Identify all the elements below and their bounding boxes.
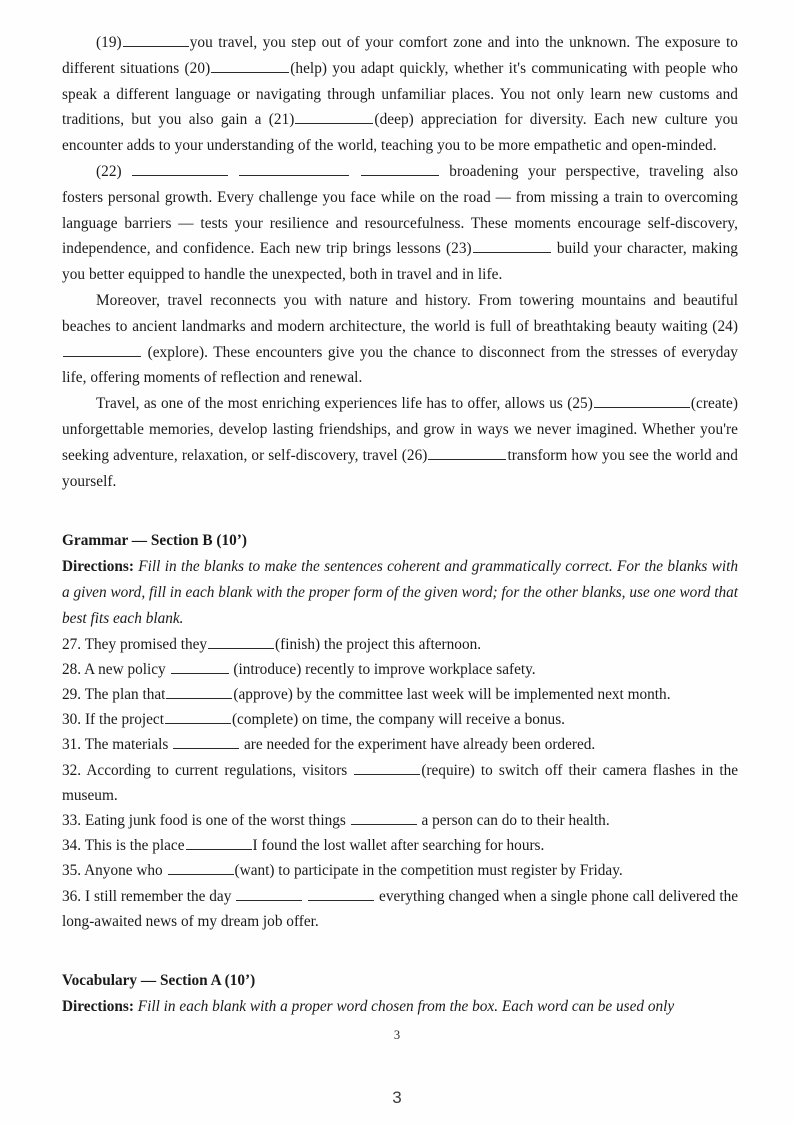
question-36 — [62, 884, 738, 934]
cloze-p3-text-a: Moreover, travel reconnects you with nature and history. From towering mountains and beautiful beaches to ancient landmarks and modern architecture, the world is full of breathtaking beauty waiting (24) — [62, 291, 738, 335]
grammar-directions — [62, 554, 738, 631]
q34-number: 34. — [62, 837, 82, 855]
question-27 — [62, 632, 738, 657]
vocabulary-directions-label: Directions: — [62, 997, 134, 1015]
q33-text-after: a person can do to their health. — [421, 811, 610, 829]
q31-number: 31. — [62, 736, 82, 754]
cloze-19-label: (19) — [96, 34, 122, 51]
blank-20[interactable] — [211, 58, 289, 73]
cloze-paragraph-4 — [62, 391, 738, 494]
cloze-paragraph-1 — [62, 30, 738, 159]
scanned-page-footer: 3 — [393, 1028, 401, 1042]
grammar-question-list — [62, 632, 738, 934]
q34-text-before: This is the place — [84, 837, 185, 855]
q29-number: 29. — [62, 685, 82, 703]
spacer-before-grammar — [62, 494, 738, 528]
q36-number: 36. — [62, 887, 82, 905]
q27-number: 27. — [62, 635, 82, 653]
vocabulary-section-heading: Vocabulary — Section A (10’) — [62, 971, 256, 989]
question-30 — [62, 707, 738, 732]
blank-33[interactable] — [351, 810, 417, 825]
q31-text-after: are needed for the experiment have already been ordered. — [244, 736, 596, 754]
grammar-section-heading: Grammar — Section B (10’) — [62, 532, 247, 550]
blank-22a[interactable] — [132, 161, 228, 176]
q36-text-before: I still remember the day — [85, 887, 232, 905]
question-33 — [62, 808, 738, 833]
vocabulary-directions-text: Fill in each blank with a proper word chosen from the box. Each word can be used only — [137, 997, 675, 1015]
q32-text-after: (require) to switch off their camera flashes in the museum. — [62, 761, 739, 804]
question-34 — [62, 833, 738, 858]
blank-29[interactable] — [166, 684, 232, 699]
blank-34[interactable] — [186, 835, 252, 850]
blank-36a[interactable] — [236, 886, 302, 901]
cloze-p2-text-b: build your character, making you better equipped to handle the unexpected, both in travel and in life. — [62, 240, 738, 284]
page-number-bottom: 3 — [392, 1088, 402, 1107]
blank-36b[interactable] — [308, 886, 374, 901]
question-28 — [62, 657, 738, 682]
cloze-p4-text-a: Travel, as one of the most enriching experiences life has to offer, allows us (25) — [96, 395, 593, 413]
blank-31[interactable] — [173, 734, 239, 749]
q35-text-after: (want) to participate in the competition must register by Friday. — [234, 862, 623, 880]
q35-number: 35. — [62, 862, 82, 880]
cloze-p1-text-b: (help) you adapt quickly, whether it's communicating with people who speak a different language or navigating through unfamiliar places. You not only learn new customs and traditions, but you also gain a (21) — [62, 59, 739, 129]
q33-number: 33. — [62, 811, 82, 829]
q28-text-after: (introduce) recently to improve workplace safety. — [233, 660, 536, 678]
blank-24[interactable] — [63, 342, 141, 357]
q29-text-before: The plan that — [84, 685, 166, 703]
blank-25[interactable] — [594, 393, 690, 408]
blank-22b[interactable] — [239, 161, 349, 176]
question-31 — [62, 732, 738, 757]
grammar-directions-text: Fill in the blanks to make the sentences coherent and grammatically correct. For the blanks with a given word, fill in each blank with the proper form of the given word; for the other blanks, use one word that best fits each blank. — [62, 558, 738, 627]
cloze-p3-text-b: (explore). These encounters give you the chance to disconnect from the stresses of everyday life, offering moments of reflection and renewal. — [62, 343, 738, 387]
q30-number: 30. — [62, 711, 82, 729]
blank-21[interactable] — [295, 109, 373, 124]
question-29 — [62, 682, 738, 707]
q36-text-after: everything changed when a single phone call delivered the long-awaited news of my dream job offer. — [62, 887, 739, 930]
cloze-22-label: (22) — [96, 162, 122, 180]
blank-30[interactable] — [165, 709, 231, 724]
cloze-p4-text-c: transform how you see the world and yourself. — [62, 446, 738, 490]
q32-text-before: According to current regulations, visitors — [86, 761, 348, 779]
q30-text-after: (complete) on time, the company will receive a bonus. — [231, 711, 565, 729]
q27-text-after: (finish) the project this afternoon. — [275, 635, 482, 653]
blank-35[interactable] — [168, 860, 234, 875]
blank-26[interactable] — [428, 445, 506, 460]
q28-number: 28. — [62, 660, 82, 678]
vocabulary-directions — [62, 994, 738, 1020]
cloze-p1-text-a: you travel, you step out of your comfort zone and into the unknown. The exposure to different situations (20) — [62, 34, 738, 77]
q31-text-before: The materials — [84, 736, 169, 754]
cloze-p2-text-a: broadening your perspective, traveling also fosters personal growth. Every challenge you face while on the road — from missing a train to overcoming language barriers — tests your resilience and resourcefulness. These moments encourage self-discovery, independence, and confidence. Each new trip brings lessons (23) — [62, 162, 739, 258]
q32-number: 32. — [62, 761, 82, 779]
q35-text-before: Anyone who — [84, 862, 163, 880]
cloze-paragraph-2 — [62, 159, 738, 288]
blank-27[interactable] — [208, 633, 274, 648]
q27-text-before: They promised they — [84, 635, 208, 653]
q34-text-after: I found the lost wallet after searching for hours. — [252, 837, 545, 855]
question-35 — [62, 858, 738, 883]
spacer-before-vocabulary — [62, 934, 738, 968]
blank-23[interactable] — [473, 238, 551, 253]
q33-text-before: Eating junk food is one of the worst things — [84, 811, 346, 829]
question-32 — [62, 758, 738, 808]
q29-text-after: (approve) by the committee last week will be implemented next month. — [233, 685, 671, 703]
grammar-directions-label: Directions: — [62, 558, 134, 576]
cloze-p1-text-c: (deep) appreciation for diversity. Each new culture you encounter adds to your understanding of the world, teaching you to be more empathetic and open-minded. — [62, 111, 738, 155]
blank-32[interactable] — [354, 759, 420, 774]
cloze-p4-text-b: (create) unforgettable memories, develop lasting friendships, and grow in ways we never imagined. Whether you're seeking adventure, relaxation, or self-discovery, travel (26) — [62, 395, 738, 464]
page-content — [62, 30, 738, 1020]
cloze-paragraph-3 — [62, 288, 738, 391]
blank-22c[interactable] — [361, 161, 439, 176]
q28-text-before: A new policy — [84, 660, 166, 678]
blank-28[interactable] — [171, 659, 229, 674]
blank-19[interactable] — [123, 32, 189, 47]
q30-text-before: If the project — [84, 711, 164, 729]
